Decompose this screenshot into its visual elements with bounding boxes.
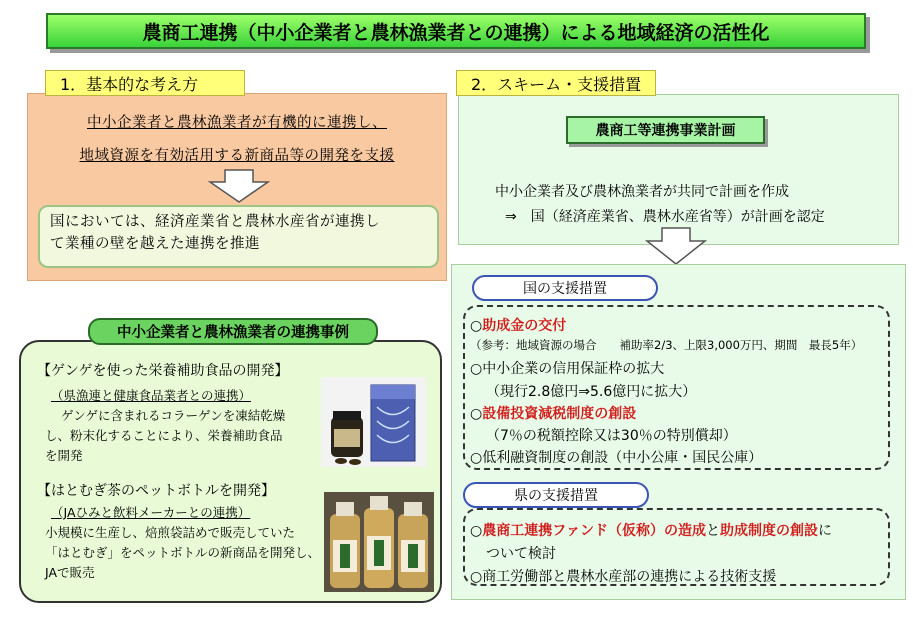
case-examples-box xyxy=(19,340,442,603)
case2-line-2: 「はとむぎ」をペットボトルの新商品を開発し、 xyxy=(45,545,321,560)
prefecture-item-1: ○農商工連携ファンド（仮称）の造成と助成制度の創設に xyxy=(470,523,832,539)
national-item-3-note: （7％の税額控除又は30％の特別償却） xyxy=(486,428,737,444)
scheme-down-arrow-icon xyxy=(645,227,707,265)
page-title xyxy=(46,13,866,49)
tea-bottles-image xyxy=(324,492,434,592)
case1-line-3: を開発 xyxy=(45,448,83,463)
down-arrow-icon xyxy=(208,169,270,203)
national-item-1: ○助成金の交付 xyxy=(470,318,567,334)
case1-title: 【ゲンゲを使った栄養補助食品の開発】 xyxy=(37,363,289,379)
supplement-product-image xyxy=(321,377,426,467)
prefecture-support-heading: 県の支援措置 xyxy=(463,482,649,508)
national-item-4: ○低利融資制度の創設（中小公庫・国民公庫） xyxy=(470,450,763,466)
prefecture-item-1-cont: ついて検討 xyxy=(486,546,556,562)
national-item-2-note: （現行2.8億円⇒5.6億円に拡大） xyxy=(486,384,697,400)
case1-subtitle: （県漁連と健康食品業者との連携） xyxy=(51,388,252,403)
prefecture-item-2: ○商工労働部と農林水産部の連携による技術支援 xyxy=(470,569,777,585)
national-support-heading: 国の支援措置 xyxy=(472,275,658,301)
plan-title-box: 農商工等連携事業計画 xyxy=(566,116,765,144)
section1-tab: 1．基本的な考え方 xyxy=(45,70,245,96)
concept-line-2: 地域資源を有効活用する新商品等の開発を支援 xyxy=(79,148,395,164)
case2-line-1: 小規模に生産し、焙煎袋詰めで販売していた xyxy=(45,525,296,540)
concept-detail-box xyxy=(38,205,439,268)
case1-line-1: ゲンゲに含まれるコラーゲンを凍結乾燥 xyxy=(61,408,286,423)
concept-line-1: 中小企業者と農林漁業者が有機的に連携し、 xyxy=(87,115,387,131)
concept-detail-line-1: 国においては、経済産業省と農林水産省が連携し xyxy=(50,214,380,230)
case2-subtitle: （JAひみと飲料メーカーとの連携） xyxy=(51,505,251,520)
concept-detail-line-2: て業種の壁を越えた連携を推進 xyxy=(50,236,260,252)
case1-line-2: し、粉末化することにより、栄養補助食品 xyxy=(45,428,283,443)
case-examples-heading: 中小企業者と農林漁業者の連携事例 xyxy=(88,318,378,345)
page-title-text: 農商工連携（中小企業者と農林漁業者との連携）による地域経済の活性化 xyxy=(142,21,770,44)
national-item-3: ○設備投資減税制度の創設 xyxy=(470,406,637,422)
national-item-1-note: （参考：地域資源の場合 補助率2/3、上限3,000万円、期間 最長5年） xyxy=(470,338,863,352)
case2-line-3: JAで販売 xyxy=(45,565,95,580)
scheme-line-2: ⇒ 国（経済産業省、農林水産省等）が計画を認定 xyxy=(505,209,825,225)
scheme-line-1: 中小企業者及び農林漁業者が共同で計画を作成 xyxy=(495,184,789,200)
case2-title: 【はとむぎ茶のペットボトルを開発】 xyxy=(37,483,275,499)
section2-tab: 2．スキーム・支援措置 xyxy=(456,70,656,96)
national-item-2: ○中小企業の信用保証枠の拡大 xyxy=(470,361,665,377)
